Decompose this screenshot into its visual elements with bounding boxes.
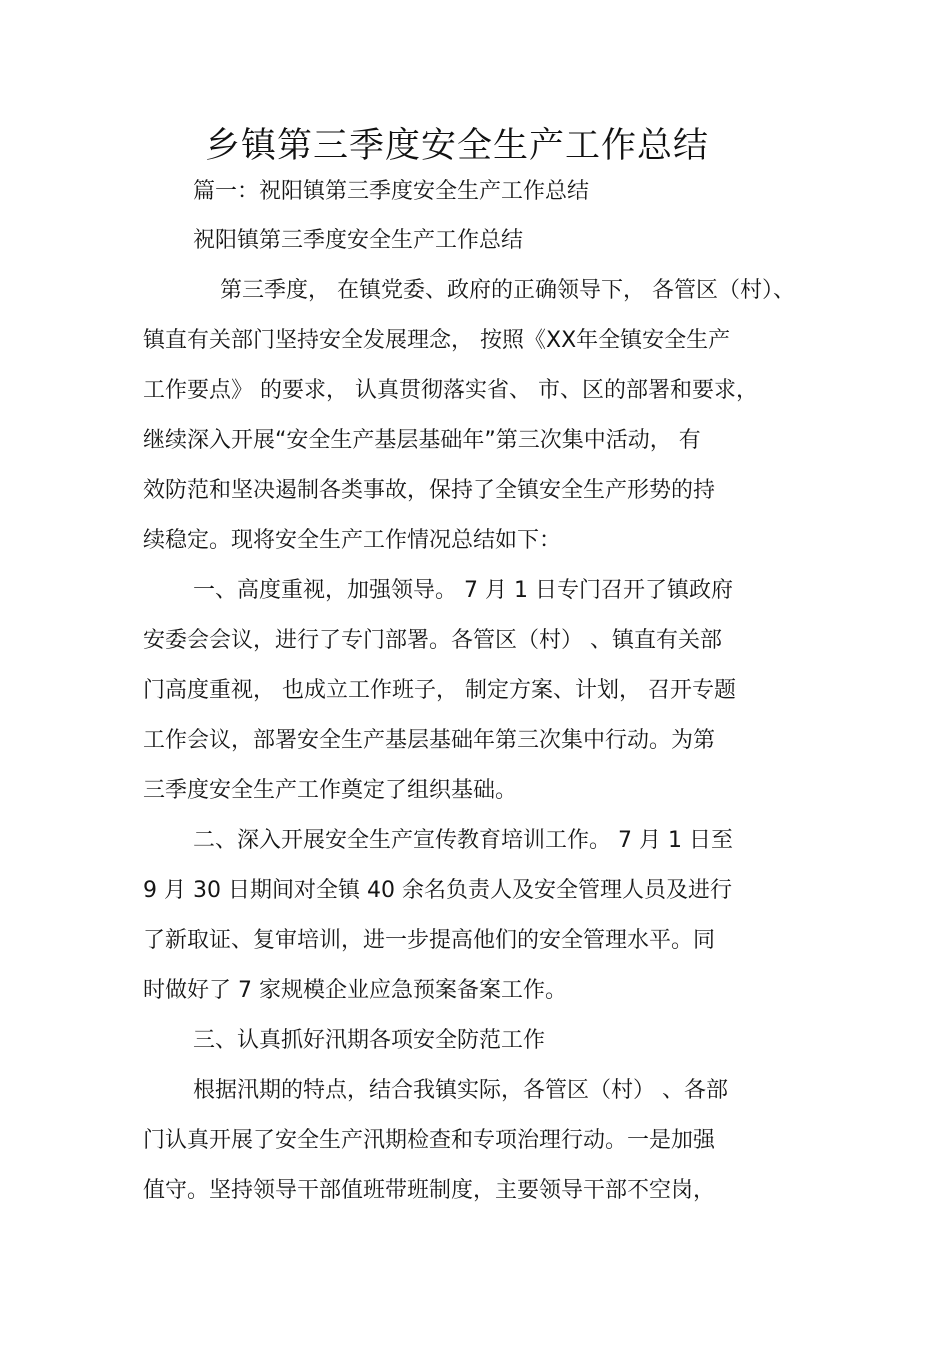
section-heading: 篇一：祝阳镇第三季度安全生产工作总结: [193, 179, 590, 204]
paragraph-line: 三、认真抓好汛期各项安全防范工作: [193, 1028, 546, 1053]
paragraph-line: 门高度重视， 也成立工作班子， 制定方案、计划， 召开专题: [143, 678, 736, 703]
paragraph-line: 续稳定。现将安全生产工作情况总结如下：: [143, 528, 562, 553]
paragraph-line: 镇直有关部门坚持安全发展理念， 按照《XX年全镇安全生产: [143, 328, 731, 353]
paragraph-line: 第三季度， 在镇党委、政府的正确领导下， 各管区（村）、: [220, 278, 795, 303]
subtitle-line: 祝阳镇第三季度安全生产工作总结: [193, 228, 524, 253]
paragraph-line: 9 月 30 日期间对全镇 40 余名负责人及安全管理人员及进行: [143, 878, 732, 903]
paragraph-line: 工作会议，部署安全生产基层基础年第三次集中行动。为第: [143, 728, 716, 753]
paragraph-line: 工作要点》 的要求， 认真贯彻落实省、 市、区的部署和要求，: [143, 378, 758, 403]
paragraph-line: 继续深入开展“安全生产基层基础年”第三次集中活动， 有: [143, 428, 701, 453]
paragraph-line: 门认真开展了安全生产汛期检查和专项治理行动。一是加强: [143, 1128, 716, 1153]
document-title: 乡镇第三季度安全生产工作总结: [205, 126, 710, 166]
paragraph-line: 效防范和坚决遏制各类事故，保持了全镇安全生产形势的持: [143, 478, 716, 503]
paragraph-line: 值守。坚持领导干部值班带班制度，主要领导干部不空岗，: [143, 1178, 716, 1203]
paragraph-line: 一、高度重视，加强领导。 7 月 1 日专门召开了镇政府: [193, 578, 733, 603]
paragraph-line: 了新取证、复审培训，进一步提高他们的安全管理水平。同: [143, 928, 716, 953]
paragraph-line: 时做好了 7 家规模企业应急预案备案工作。: [143, 978, 567, 1003]
paragraph-line: 根据汛期的特点，结合我镇实际，各管区（村） 、各部: [193, 1078, 728, 1103]
paragraph-line: 三季度安全生产工作奠定了组织基础。: [143, 778, 518, 803]
paragraph-line: 二、深入开展安全生产宣传教育培训工作。 7 月 1 日至: [193, 828, 733, 853]
paragraph-line: 安委会会议，进行了专门部署。各管区（村） 、镇直有关部: [143, 628, 722, 653]
